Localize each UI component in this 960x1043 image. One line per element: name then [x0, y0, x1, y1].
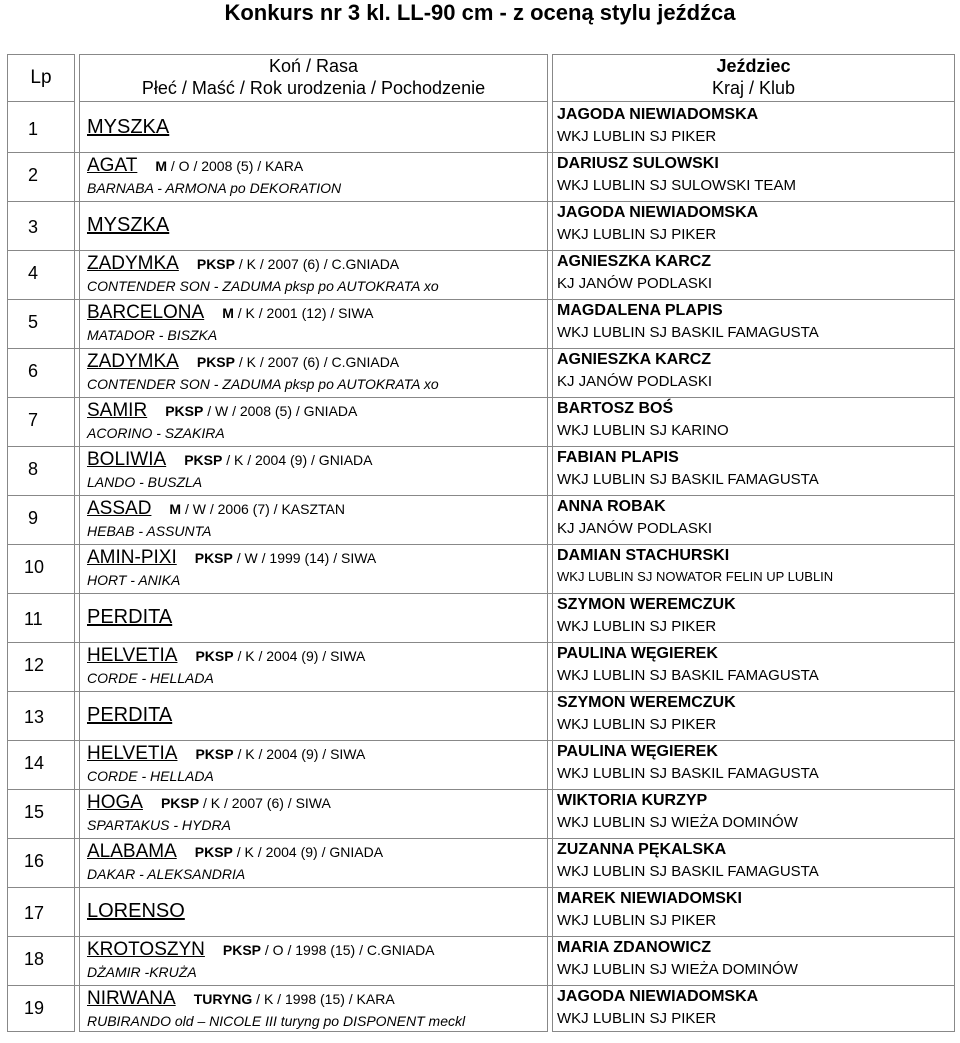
horse-name: PERDITA — [87, 606, 173, 628]
horse-name: MYSZKA — [87, 214, 170, 236]
row-number: 2 — [28, 165, 39, 185]
horse-name: KROTOSZYN — [87, 939, 205, 960]
rider-club: WKJ LUBLIN SJ BASKIL FAMAGUSTA — [557, 863, 819, 880]
header-rider-line1: Jeździec — [716, 56, 791, 76]
rider-cell — [557, 547, 952, 584]
horse-breed: PKSP — [196, 256, 235, 272]
horse-cell — [87, 645, 547, 686]
horse-cell — [87, 704, 547, 727]
row-number: 1 — [28, 119, 39, 139]
rider-club: WKJ LUBLIN SJ PIKER — [557, 226, 717, 243]
horse-details: / K / 2004 (9) / GNIADA — [222, 452, 373, 468]
horse-breed: TURYNG — [193, 991, 253, 1007]
horse-details: / K / 1998 (15) / KARA — [252, 991, 395, 1007]
horse-breed: PKSP — [194, 550, 233, 566]
horse-name: LORENSO — [87, 900, 185, 922]
rider-name: MAGDALENA PLAPIS — [557, 302, 723, 319]
rider-cell — [557, 400, 952, 439]
horse-info — [169, 501, 345, 517]
horse-details: / K / 2004 (9) / SIWA — [233, 648, 366, 664]
horse-cell — [87, 792, 547, 833]
horse-info — [195, 550, 377, 566]
horse-info — [165, 403, 357, 419]
horse-details: / W / 2006 (7) / KASZTAN — [181, 501, 345, 517]
horse-pedigree: CORDE - HELLADA — [87, 768, 214, 784]
rider-name: BARTOSZ BOŚ — [557, 400, 674, 417]
row-number: 14 — [24, 753, 45, 773]
horse-details: / K / 2004 (9) / GNIADA — [232, 844, 384, 860]
table-row — [0, 349, 960, 398]
horse-cell — [87, 939, 547, 980]
row-divider — [7, 299, 955, 300]
horse-line — [87, 400, 547, 422]
rider-name: JAGODA NIEWIADOMSKA — [557, 988, 759, 1005]
row-number: 5 — [28, 312, 39, 332]
row-divider — [7, 838, 955, 839]
horse-line — [87, 841, 547, 863]
row-divider — [7, 740, 955, 741]
header-horse — [79, 54, 548, 102]
horse-name: ALABAMA — [87, 841, 177, 862]
header-rider-line2: Kraj / Klub — [711, 78, 796, 98]
horse-breed: PKSP — [195, 746, 234, 762]
horse-breed: PKSP — [165, 403, 204, 419]
rider-cell — [557, 841, 952, 880]
rider-club: WKJ LUBLIN SJ PIKER — [557, 716, 717, 733]
horse-details: / K / 2004 (9) / SIWA — [233, 746, 366, 762]
rider-club: WKJ LUBLIN SJ PIKER — [557, 912, 717, 929]
horse-line — [87, 253, 547, 275]
horse-breed: M — [222, 305, 234, 321]
horse-cell — [87, 743, 547, 784]
table-row — [0, 104, 960, 153]
rider-cell — [557, 351, 952, 390]
horse-pedigree: ACORINO - SZAKIRA — [87, 425, 225, 441]
row-number: 8 — [28, 459, 39, 479]
row-divider — [7, 887, 955, 888]
horse-cell — [87, 606, 547, 629]
row-number: 17 — [24, 903, 45, 923]
horse-pedigree: CORDE - HELLADA — [87, 670, 214, 686]
table-row — [0, 986, 960, 1035]
rider-cell — [557, 302, 952, 341]
horse-breed: PKSP — [184, 452, 223, 468]
row-number: 6 — [28, 361, 39, 381]
horse-line — [87, 302, 547, 324]
table-row — [0, 839, 960, 888]
horse-breed: PKSP — [196, 354, 235, 370]
row-number: 9 — [28, 508, 39, 528]
horse-pedigree: HORT - ANIKA — [87, 572, 181, 588]
rider-club: WKJ LUBLIN SJ PIKER — [557, 1010, 717, 1027]
horse-breed: M — [169, 501, 182, 517]
horse-line — [87, 606, 547, 629]
horse-info — [155, 158, 303, 174]
horse-info — [223, 942, 435, 958]
table-row — [0, 398, 960, 447]
horse-details: / W / 2008 (5) / GNIADA — [203, 403, 358, 419]
horse-pedigree: DAKAR - ALEKSANDRIA — [87, 866, 246, 882]
horse-line — [87, 645, 547, 667]
horse-name: AGAT — [87, 155, 138, 176]
row-number: 11 — [24, 609, 43, 629]
rider-cell — [557, 449, 952, 488]
horse-line — [87, 449, 547, 471]
row-divider — [7, 152, 955, 153]
rider-name: WIKTORIA KURZYP — [557, 792, 708, 809]
horse-line — [87, 900, 547, 923]
table-row — [0, 741, 960, 790]
horse-details: / K / 2007 (6) / C.GNIADA — [234, 256, 400, 272]
rider-name: MAREK NIEWIADOMSKI — [557, 890, 742, 907]
rider-name: SZYMON WEREMCZUK — [557, 596, 736, 613]
horse-cell — [87, 547, 547, 588]
horse-name: SAMIR — [87, 400, 148, 421]
horse-line — [87, 116, 547, 139]
rider-club: WKJ LUBLIN SJ SULOWSKI TEAM — [557, 177, 796, 194]
horse-details: / K / 2007 (6) / C.GNIADA — [234, 354, 400, 370]
rider-name: AGNIESZKA KARCZ — [557, 253, 712, 270]
rider-cell — [557, 155, 952, 194]
table-row — [0, 202, 960, 251]
horse-line — [87, 792, 547, 814]
row-divider — [7, 397, 955, 398]
horse-pedigree: LANDO - BUSZLA — [87, 474, 203, 490]
row-divider — [7, 446, 955, 447]
horse-name: ASSAD — [87, 498, 152, 519]
rider-cell — [557, 253, 952, 292]
horse-name: ZADYMKA — [87, 351, 179, 372]
horse-cell — [87, 400, 547, 441]
rider-name: ZUZANNA PĘKALSKA — [557, 841, 727, 858]
row-number: 16 — [24, 851, 45, 871]
horse-line — [87, 547, 547, 569]
rider-club: KJ JANÓW PODLASKI — [557, 275, 713, 292]
row-number: 13 — [24, 707, 45, 727]
rider-name: JAGODA NIEWIADOMSKA — [557, 204, 759, 221]
horse-cell — [87, 351, 547, 392]
horse-name: NIRWANA — [87, 988, 176, 1009]
row-number: 4 — [28, 263, 39, 283]
horse-line — [87, 704, 547, 727]
horse-details: / K / 2007 (6) / SIWA — [199, 795, 331, 811]
horse-breed: PKSP — [194, 844, 233, 860]
row-divider — [7, 593, 955, 594]
horse-pedigree: BARNABA - ARMONA po DEKORATION — [87, 180, 342, 196]
horse-pedigree: CONTENDER SON - ZADUMA pksp po AUTOKRATA xo — [87, 278, 439, 294]
row-divider — [7, 544, 955, 545]
horse-details: / O / 1998 (15) / C.GNIADA — [261, 942, 435, 958]
horse-info — [222, 305, 373, 321]
horse-name: MYSZKA — [87, 116, 170, 138]
horse-name: HELVETIA — [87, 645, 178, 666]
rider-cell — [557, 890, 952, 929]
rider-club: WKJ LUBLIN SJ PIKER — [557, 128, 717, 145]
rider-name: DARIUSZ SULOWSKI — [557, 155, 719, 172]
horse-info — [184, 452, 372, 468]
row-divider — [7, 691, 955, 692]
horse-name: ZADYMKA — [87, 253, 179, 274]
table-row — [0, 251, 960, 300]
rider-cell — [557, 596, 952, 635]
row-number: 7 — [28, 410, 39, 430]
table-row — [0, 545, 960, 594]
row-number: 18 — [24, 949, 45, 969]
horse-details: / O / 2008 (5) / KARA — [167, 158, 304, 174]
rider-name: PAULINA WĘGIEREK — [557, 743, 718, 760]
horse-details: / W / 1999 (14) / SIWA — [232, 550, 377, 566]
rider-club: WKJ LUBLIN SJ PIKER — [557, 618, 717, 635]
header-lp — [7, 54, 75, 102]
horse-info — [197, 354, 399, 370]
rider-cell — [557, 498, 952, 537]
horse-name: BARCELONA — [87, 302, 205, 323]
rider-club: WKJ LUBLIN SJ WIEŻA DOMINÓW — [557, 814, 798, 831]
row-divider — [7, 985, 955, 986]
horse-line — [87, 988, 547, 1010]
table-row — [0, 888, 960, 937]
rider-cell — [557, 694, 952, 733]
row-number: 12 — [24, 655, 45, 675]
table-row — [0, 692, 960, 741]
table-row — [0, 643, 960, 692]
rider-cell — [557, 645, 952, 684]
row-divider — [7, 201, 955, 202]
horse-breed: PKSP — [160, 795, 200, 811]
horse-name: HOGA — [87, 792, 143, 813]
horse-pedigree: CONTENDER SON - ZADUMA pksp po AUTOKRATA xo — [87, 376, 439, 392]
row-divider — [7, 348, 955, 349]
row-divider — [7, 495, 955, 496]
horse-cell — [87, 841, 547, 882]
horse-pedigree: SPARTAKUS - HYDRA — [87, 817, 231, 833]
row-number: 15 — [24, 802, 45, 822]
horse-info — [195, 746, 365, 762]
table-row — [0, 447, 960, 496]
horse-cell — [87, 900, 547, 923]
rider-name: FABIAN PLAPIS — [557, 449, 679, 466]
rider-club: WKJ LUBLIN SJ BASKIL FAMAGUSTA — [557, 471, 819, 488]
table-row — [0, 790, 960, 839]
horse-cell — [87, 155, 547, 196]
rider-name: MARIA ZDANOWICZ — [557, 939, 712, 956]
horse-info — [161, 795, 331, 811]
horse-line — [87, 351, 547, 373]
table-row — [0, 937, 960, 986]
table-row — [0, 300, 960, 349]
horse-name: BOLIWIA — [87, 449, 167, 470]
rider-cell — [557, 204, 952, 243]
rider-cell — [557, 939, 952, 978]
horse-cell — [87, 498, 547, 539]
rider-club: WKJ LUBLIN SJ NOWATOR FELIN UP LUBLIN — [557, 569, 834, 584]
horse-breed: PKSP — [195, 648, 234, 664]
horse-line — [87, 498, 547, 520]
table-row — [0, 496, 960, 545]
rider-club: KJ JANÓW PODLASKI — [557, 520, 713, 537]
page-title: Konkurs nr 3 kl. LL-90 cm - z oceną stylu jeźdźca — [224, 0, 736, 25]
rider-cell — [557, 743, 952, 782]
rider-name: AGNIESZKA KARCZ — [557, 351, 712, 368]
rider-club: WKJ LUBLIN SJ BASKIL FAMAGUSTA — [557, 667, 819, 684]
horse-info — [197, 256, 399, 272]
horse-pedigree: RUBIRANDO old – NICOLE III turyng po DISPONENT meckl — [87, 1013, 466, 1029]
horse-breed: PKSP — [222, 942, 262, 958]
rider-club: WKJ LUBLIN SJ BASKIL FAMAGUSTA — [557, 324, 819, 341]
table-row — [0, 153, 960, 202]
rider-club: WKJ LUBLIN SJ BASKIL FAMAGUSTA — [557, 765, 819, 782]
header-horse-line1: Koń / Rasa — [268, 56, 359, 76]
row-divider — [7, 250, 955, 251]
row-number: 19 — [24, 998, 45, 1018]
horse-pedigree: DŻAMIR -KRUŻA — [87, 964, 197, 980]
row-number: 3 — [28, 217, 39, 237]
horse-pedigree: HEBAB - ASSUNTA — [87, 523, 212, 539]
header-lp-label: Lp — [30, 67, 52, 88]
horse-info — [195, 844, 383, 860]
horse-line — [87, 155, 547, 177]
horse-cell — [87, 988, 547, 1029]
horse-info — [194, 991, 395, 1007]
horse-name: HELVETIA — [87, 743, 178, 764]
horse-name: PERDITA — [87, 704, 173, 726]
horse-line — [87, 214, 547, 237]
horse-cell — [87, 449, 547, 490]
rider-club: WKJ LUBLIN SJ WIEŻA DOMINÓW — [557, 961, 798, 978]
rider-cell — [557, 792, 952, 831]
row-divider — [7, 642, 955, 643]
horse-pedigree: MATADOR - BISZKA — [87, 327, 218, 343]
horse-cell — [87, 253, 547, 294]
horse-cell — [87, 116, 547, 139]
horse-line — [87, 743, 547, 765]
horse-details: / K / 2001 (12) / SIWA — [233, 305, 374, 321]
rider-cell — [557, 106, 952, 145]
rider-cell — [557, 988, 952, 1027]
header-rider — [552, 54, 955, 102]
header-horse-line2: Płeć / Maść / Rok urodzenia / Pochodzenie — [141, 78, 486, 98]
table-row — [0, 594, 960, 643]
horse-breed: M — [155, 158, 167, 174]
rider-club: WKJ LUBLIN SJ KARINO — [557, 422, 729, 439]
horse-line — [87, 939, 547, 961]
rider-club: KJ JANÓW PODLASKI — [557, 373, 713, 390]
row-divider — [7, 936, 955, 937]
horse-cell — [87, 302, 547, 343]
row-divider — [7, 789, 955, 790]
horse-name: AMIN-PIXI — [87, 547, 177, 568]
rider-name: JAGODA NIEWIADOMSKA — [557, 106, 759, 123]
rider-name: ANNA ROBAK — [557, 498, 666, 515]
horse-cell — [87, 214, 547, 237]
row-number: 10 — [24, 557, 45, 577]
rider-name: SZYMON WEREMCZUK — [557, 694, 736, 711]
rider-name: DAMIAN STACHURSKI — [557, 547, 730, 564]
rider-name: PAULINA WĘGIEREK — [557, 645, 718, 662]
horse-info — [195, 648, 365, 664]
